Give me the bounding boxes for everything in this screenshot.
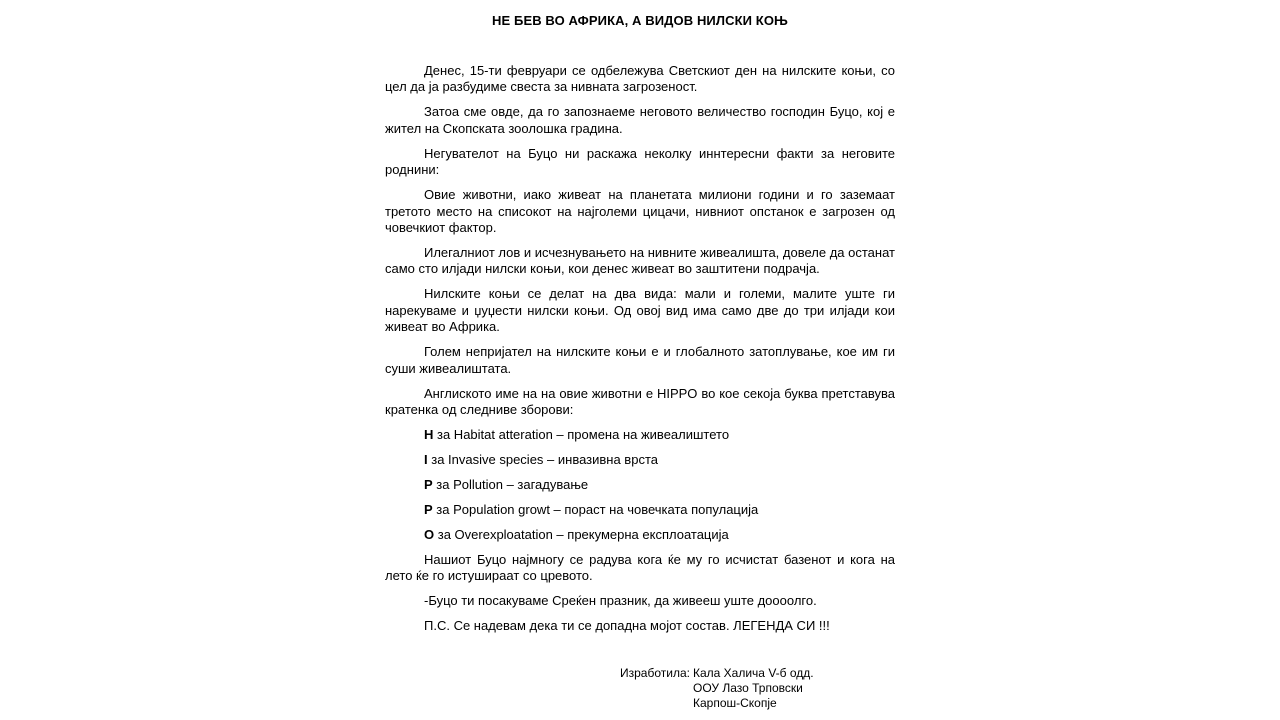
hippo-letter: P <box>424 477 433 493</box>
hippo-text: за Habitat atteration – промена на живеалиштето <box>433 427 730 443</box>
signature-line: Карпош-Скопје <box>693 696 777 710</box>
hippo-text: за Pollution – загадување <box>432 477 589 493</box>
hippo-letter: H <box>424 427 434 443</box>
hippo-item <box>385 477 895 493</box>
hippo-letter: P <box>424 502 433 518</box>
signature-line: Кала Халича V-б одд. <box>693 666 814 680</box>
paragraph: Денес, 15-ти февруари се одбележува Светскиот ден на нилските коњи, со цел да ја разбудиме свеста за нивната загрозеност. <box>385 63 895 95</box>
hippo-item <box>385 452 895 468</box>
hippo-item <box>385 427 895 443</box>
paragraph: Голем непријател на нилските коњи е и глобалното затоплување, кое им ги суши живеалиштата. <box>385 344 895 376</box>
hippo-letter: O <box>424 527 435 543</box>
signature-label: Изработила: <box>620 666 690 680</box>
paragraph: Нашиот Буцо најмногу се радува кога ќе му го исчистат базенот и кога на лето ќе го истушираат со цревото. <box>385 552 895 584</box>
hippo-text: за Population growt – пораст на човечката популација <box>432 502 759 518</box>
paragraph: Илегалниот лов и исчезнувањето на нивните живеалишта, довеле да останат само сто илјади нилски коњи, кои денес живеат во заштитени подрачја. <box>385 245 895 277</box>
paragraph: Нилските коњи се делат на два вида: мали и големи, малите уште ги нарекуваме и џуџести нилски коњи. Од овој вид има само две до три илјади кои живеат во Африка. <box>385 286 895 335</box>
hippo-text: за Invasive species – инвазивна врста <box>427 452 658 468</box>
paragraph: П.С. Се надевам дека ти се допадна мојот состав. ЛЕГЕНДА СИ !!! <box>424 618 830 634</box>
signature-line: ООУ Лазо Трповски <box>693 681 803 695</box>
paragraph: Овие животни, иако живеат на планетата милиони години и го заземаат третото место на списокот на најголеми цицачи, нивниот опстанок е загрозен од човечкиот фактор. <box>385 187 895 236</box>
paragraph: Затоа сме овде, да го запознаеме неговото величество господин Буцо, кој е жител на Скопската зоолошка градина. <box>385 104 895 136</box>
paragraph: Англиското име на на овие животни е HIPPO во кое секоја буква претставува кратенка од следниве зборови: <box>385 385 895 418</box>
hippo-item <box>385 502 895 518</box>
signature-block <box>620 666 814 711</box>
hippo-text: за Overexploatation – прекумерна експлоатација <box>434 527 729 543</box>
paragraph: Негувателот на Буцо ни раскажа неколку иннтересни факти за неговите роднини: <box>385 145 895 178</box>
document-body <box>385 63 895 643</box>
document-title: НЕ БЕВ ВО АФРИКА, А ВИДОВ НИЛСКИ КОЊ <box>492 13 788 28</box>
hippo-letter: I <box>424 452 428 468</box>
hippo-item <box>385 527 895 543</box>
paragraph: -Буцо ти посакуваме Среќен празник, да живееш уште доооолго. <box>424 593 817 609</box>
